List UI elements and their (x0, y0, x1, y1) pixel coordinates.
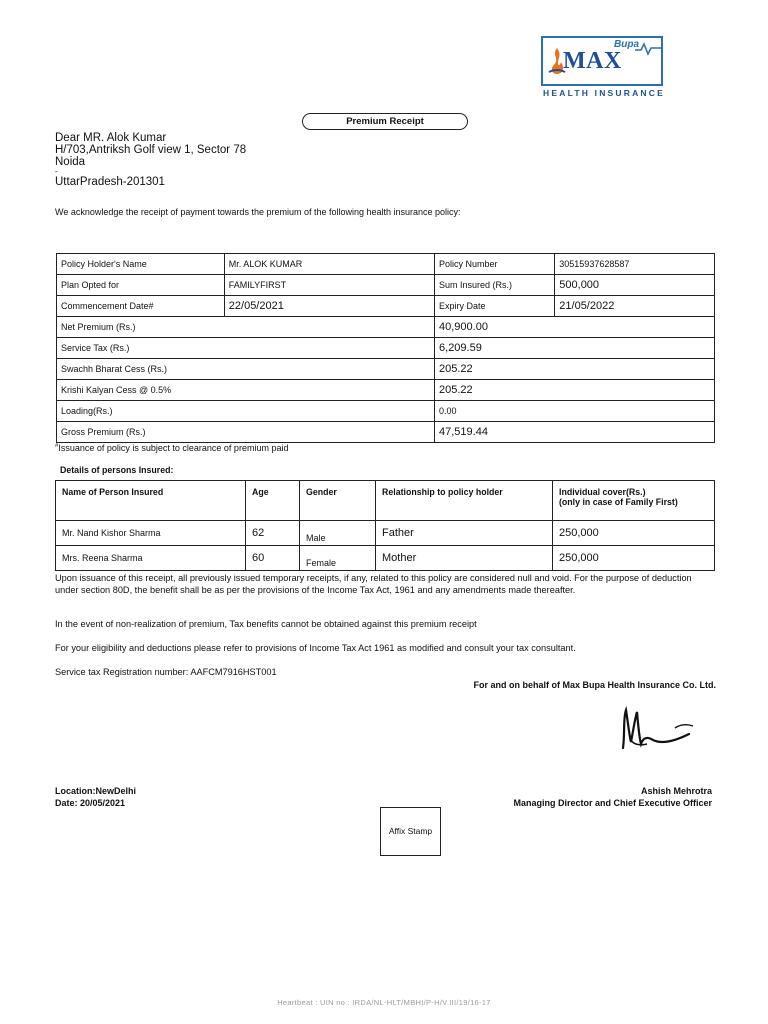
issue-date: Date: 20/05/2021 (55, 798, 126, 808)
table-row (57, 401, 715, 422)
table-row (57, 296, 715, 317)
eligibility-paragraph: For your eligibility and deductions please refer to provisions of Income Tax Act 1961 as modified and consult your tax consultant. (55, 643, 576, 653)
person-relationship: Father (376, 521, 553, 546)
issuance-paragraph: Upon issuance of this receipt, all previously issued temporary receipts, if any, related to this policy are considered null and void. For the purpose of deduction under section 80D, the benefit shall be as per the provisions of the Income Tax Act, 1961 and any amendments made thereafter. (55, 573, 692, 595)
company-logo (541, 36, 663, 86)
address-line: UttarPradesh-201301 (55, 176, 165, 188)
table-row (56, 546, 715, 571)
cell-value: 47,519.44 (435, 422, 715, 443)
cell-value: 40,900.00 (435, 317, 715, 338)
cell-label: Commencement Date# (57, 296, 225, 317)
person-gender: Male (300, 521, 376, 546)
cover-header-line: (only in case of Family First) (559, 497, 678, 507)
signature-image (617, 704, 697, 754)
cell-value: 22/05/2021 (224, 296, 434, 317)
person-gender: Female (300, 546, 376, 571)
table-row (57, 380, 715, 401)
clearance-note (55, 443, 288, 453)
column-header: Age (246, 481, 300, 521)
cell-value: 0.00 (435, 401, 715, 422)
note-text: Issuance of policy is subject to clearance of premium paid (58, 443, 289, 453)
cell-value: FAMILYFIRST (224, 275, 434, 296)
document-title: Premium Receipt (302, 113, 468, 130)
affix-stamp-box: Affix Stamp (380, 807, 441, 856)
acknowledgement-text: We acknowledge the receipt of payment towards the premium of the following health insurance policy: (55, 207, 461, 217)
person-age: 62 (246, 521, 300, 546)
person-cover: 250,000 (553, 521, 715, 546)
table-row (57, 317, 715, 338)
cell-value: 205.22 (435, 380, 715, 401)
persons-insured-table (55, 480, 715, 571)
footer-uin: Heartbeat : UIN no : IRDA/NL-HLT/MBHI/P-H/V.III/19/16-17 (277, 998, 491, 1007)
cell-value: 6,209.59 (435, 338, 715, 359)
cell-label: Net Premium (Rs.) (57, 317, 435, 338)
signatory-block (513, 785, 712, 809)
table-row (57, 359, 715, 380)
cell-value: Mr. ALOK KUMAR (224, 254, 434, 275)
cell-label: Plan Opted for (57, 275, 225, 296)
person-cover: 250,000 (553, 546, 715, 571)
cell-value: 30515937628587 (555, 254, 715, 275)
logo-bupa-tag: Bupa (614, 39, 639, 50)
table-row (57, 338, 715, 359)
cell-label: Gross Premium (Rs.) (57, 422, 435, 443)
cell-label: Expiry Date (435, 296, 555, 317)
cover-header-line: Individual cover(Rs.) (559, 487, 646, 497)
cell-label: Swachh Bharat Cess (Rs.) (57, 359, 435, 380)
cell-label: Policy Holder's Name (57, 254, 225, 275)
column-header: Name of Person Insured (56, 481, 246, 521)
address-line: Noida (55, 156, 86, 168)
note-marker: # (55, 443, 59, 449)
cell-label: Policy Number (435, 254, 555, 275)
recipient-address (55, 132, 246, 188)
table-row (57, 275, 715, 296)
table-row (57, 422, 715, 443)
location: Location:NewDelhi (55, 786, 137, 796)
person-name: Mrs. Reena Sharma (56, 546, 246, 571)
policy-details-table (56, 253, 715, 443)
person-age: 60 (246, 546, 300, 571)
cell-label: Service Tax (Rs.) (57, 338, 435, 359)
table-row (56, 521, 715, 546)
non-realization-paragraph: In the event of non-realization of premium, Tax benefits cannot be obtained against this premium receipt (55, 619, 477, 629)
location-date-block (55, 785, 136, 809)
salutation: Dear MR. Alok Kumar (55, 132, 167, 144)
heartbeat-icon (635, 42, 661, 56)
cell-value: 21/05/2022 (555, 296, 715, 317)
cell-value: 500,000 (555, 275, 715, 296)
address-line: - (55, 167, 58, 176)
column-header-cover (553, 481, 715, 521)
column-header: Gender (300, 481, 376, 521)
column-header: Relationship to policy holder (376, 481, 553, 521)
behalf-text: For and on behalf of Max Bupa Health Insurance Co. Ltd. (473, 680, 716, 690)
table-header-row (56, 481, 715, 521)
cell-label: Loading(Rs.) (57, 401, 435, 422)
cell-label: Krishi Kalyan Cess @ 0.5% (57, 380, 435, 401)
person-relationship: Mother (376, 546, 553, 571)
cell-label: Sum Insured (Rs.) (435, 275, 555, 296)
signer-name: Ashish Mehrotra (640, 786, 712, 796)
persons-section-title: Details of persons Insured: (60, 465, 174, 475)
person-name: Mr. Nand Kishor Sharma (56, 521, 246, 546)
table-row (57, 254, 715, 275)
logo-wordmark: MAX (563, 48, 622, 74)
service-tax-registration: Service tax Registration number: AAFCM7916HST001 (55, 667, 277, 677)
logo-subtitle: HEALTH INSURANCE (543, 88, 665, 98)
address-line: H/703,Antriksh Golf view 1, Sector 78 (55, 144, 247, 156)
cell-value: 205.22 (435, 359, 715, 380)
signer-title: Managing Director and Chief Executive Officer (513, 798, 712, 808)
